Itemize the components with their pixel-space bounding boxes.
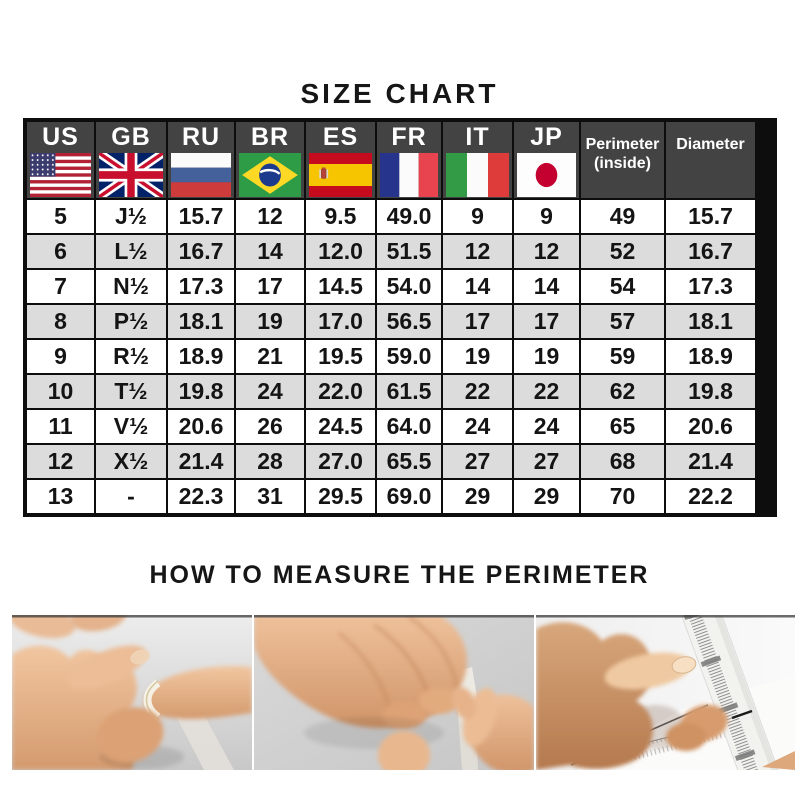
table-cell: 24 (514, 410, 581, 443)
table-cell: 56.5 (377, 305, 443, 338)
table-cell: 29 (443, 480, 514, 513)
table-cell: 15.7 (168, 200, 236, 233)
table-cell: 11 (27, 410, 96, 443)
country-code-label: GB (111, 123, 151, 151)
table-cell: 12 (27, 445, 96, 478)
table-cell: 27 (514, 445, 581, 478)
table-cell: 19.5 (306, 340, 377, 373)
table-cell: 18.1 (168, 305, 236, 338)
table-cell: 57 (581, 305, 666, 338)
header-cell-br (236, 122, 306, 198)
size-chart-table (23, 118, 777, 517)
country-code-label: RU (181, 123, 221, 151)
table-cell: 20.6 (666, 410, 755, 443)
gb-flag-icon (99, 153, 163, 197)
table-cell: 22.3 (168, 480, 236, 513)
table-cell: 12 (236, 200, 306, 233)
table-cell: 9.5 (306, 200, 377, 233)
table-cell: 65 (581, 410, 666, 443)
table-cell: P½ (96, 305, 168, 338)
table-cell: 24.5 (306, 410, 377, 443)
table-cell: 27.0 (306, 445, 377, 478)
table-cell: 26 (236, 410, 306, 443)
table-cell: V½ (96, 410, 168, 443)
header-cell-gb (96, 122, 168, 198)
table-cell: 49 (581, 200, 666, 233)
table-cell: 49.0 (377, 200, 443, 233)
header-cell-ru (168, 122, 236, 198)
table-cell: 31 (236, 480, 306, 513)
wrap-strip-photo (12, 615, 252, 770)
table-cell: 12 (514, 235, 581, 268)
table-cell: 52 (581, 235, 666, 268)
table-cell: 12.0 (306, 235, 377, 268)
table-cell: L½ (96, 235, 168, 268)
table-cell: 24 (236, 375, 306, 408)
table-cell: 14 (514, 270, 581, 303)
table-cell: 9 (27, 340, 96, 373)
table-row (27, 235, 773, 270)
table-cell: 8 (27, 305, 96, 338)
size-chart-body (27, 200, 773, 513)
header-cell-perimeter (581, 122, 666, 198)
table-cell: 21.4 (666, 445, 755, 478)
table-cell: 18.1 (666, 305, 755, 338)
table-cell: J½ (96, 200, 168, 233)
country-code-label: BR (250, 123, 290, 151)
measure-photos (12, 615, 795, 770)
table-row (27, 270, 773, 305)
table-row (27, 375, 773, 410)
table-cell: 21.4 (168, 445, 236, 478)
table-cell: 9 (514, 200, 581, 233)
table-cell: N½ (96, 270, 168, 303)
table-cell: 20.6 (168, 410, 236, 443)
table-cell: 17 (443, 305, 514, 338)
table-cell: 17.3 (666, 270, 755, 303)
table-cell: 27 (443, 445, 514, 478)
table-cell: 10 (27, 375, 96, 408)
header-cell-fr (377, 122, 443, 198)
table-cell: 51.5 (377, 235, 443, 268)
table-cell: 28 (236, 445, 306, 478)
ru-flag-icon (171, 153, 231, 197)
table-cell: 13 (27, 480, 96, 513)
table-cell: 9 (443, 200, 514, 233)
table-cell: 22 (443, 375, 514, 408)
it-flag-icon (446, 153, 509, 197)
country-code-label: JP (530, 123, 563, 151)
table-cell: 6 (27, 235, 96, 268)
table-cell: 69.0 (377, 480, 443, 513)
table-row (27, 410, 773, 445)
country-code-label: US (42, 123, 79, 151)
table-cell: 22 (514, 375, 581, 408)
table-cell: 18.9 (666, 340, 755, 373)
header-cell-diameter (666, 122, 755, 198)
table-cell: 19 (236, 305, 306, 338)
header-cell-jp (514, 122, 581, 198)
table-cell: 7 (27, 270, 96, 303)
table-cell: 19 (443, 340, 514, 373)
table-cell: 17.3 (168, 270, 236, 303)
table-cell: 12 (443, 235, 514, 268)
table-cell: 14 (443, 270, 514, 303)
country-code-label: ES (322, 123, 359, 151)
table-cell: 15.7 (666, 200, 755, 233)
table-cell: 29 (514, 480, 581, 513)
table-row (27, 480, 773, 513)
table-cell: 29.5 (306, 480, 377, 513)
table-cell: 65.5 (377, 445, 443, 478)
page-title: SIZE CHART (300, 78, 499, 109)
table-cell: 54 (581, 270, 666, 303)
table-cell: 22.0 (306, 375, 377, 408)
header-cell-it (443, 122, 514, 198)
br-flag-icon (239, 153, 301, 197)
table-cell: 16.7 (666, 235, 755, 268)
table-cell: 16.7 (168, 235, 236, 268)
how-to-measure-title: HOW TO MEASURE THE PERIMETER (149, 561, 650, 589)
table-cell: 21 (236, 340, 306, 373)
header-cell-es (306, 122, 377, 198)
table-cell: 17 (514, 305, 581, 338)
table-cell: 68 (581, 445, 666, 478)
table-row (27, 340, 773, 375)
header-cell-us (27, 122, 96, 198)
jp-flag-icon (517, 153, 576, 197)
ruler-measure-photo (536, 615, 795, 770)
table-cell: - (96, 480, 168, 513)
table-cell: 61.5 (377, 375, 443, 408)
country-code-label: FR (391, 123, 427, 151)
table-cell: 19.8 (666, 375, 755, 408)
table-cell: 24 (443, 410, 514, 443)
table-row (27, 445, 773, 480)
table-cell: 18.9 (168, 340, 236, 373)
table-cell: 22.2 (666, 480, 755, 513)
table-cell: R½ (96, 340, 168, 373)
table-row (27, 305, 773, 340)
table-cell: 64.0 (377, 410, 443, 443)
table-header-row (27, 122, 773, 200)
table-row (27, 200, 773, 235)
header-label: Diameter (676, 136, 745, 153)
table-cell: 14.5 (306, 270, 377, 303)
country-code-label: IT (465, 123, 490, 151)
table-cell: 54.0 (377, 270, 443, 303)
header-label: Perimeter (585, 136, 660, 153)
us-flag-icon (30, 153, 91, 197)
table-cell: T½ (96, 375, 168, 408)
table-cell: 17.0 (306, 305, 377, 338)
table-cell: 59.0 (377, 340, 443, 373)
table-cell: 19 (514, 340, 581, 373)
table-cell: X½ (96, 445, 168, 478)
table-cell: 19.8 (168, 375, 236, 408)
header-sublabel: (inside) (594, 155, 651, 172)
fr-flag-icon (380, 153, 438, 197)
table-cell: 62 (581, 375, 666, 408)
table-cell: 59 (581, 340, 666, 373)
table-cell: 17 (236, 270, 306, 303)
table-cell: 14 (236, 235, 306, 268)
es-flag-icon (309, 153, 372, 197)
table-cell: 70 (581, 480, 666, 513)
pinch-strip-photo (254, 615, 534, 770)
table-cell: 5 (27, 200, 96, 233)
